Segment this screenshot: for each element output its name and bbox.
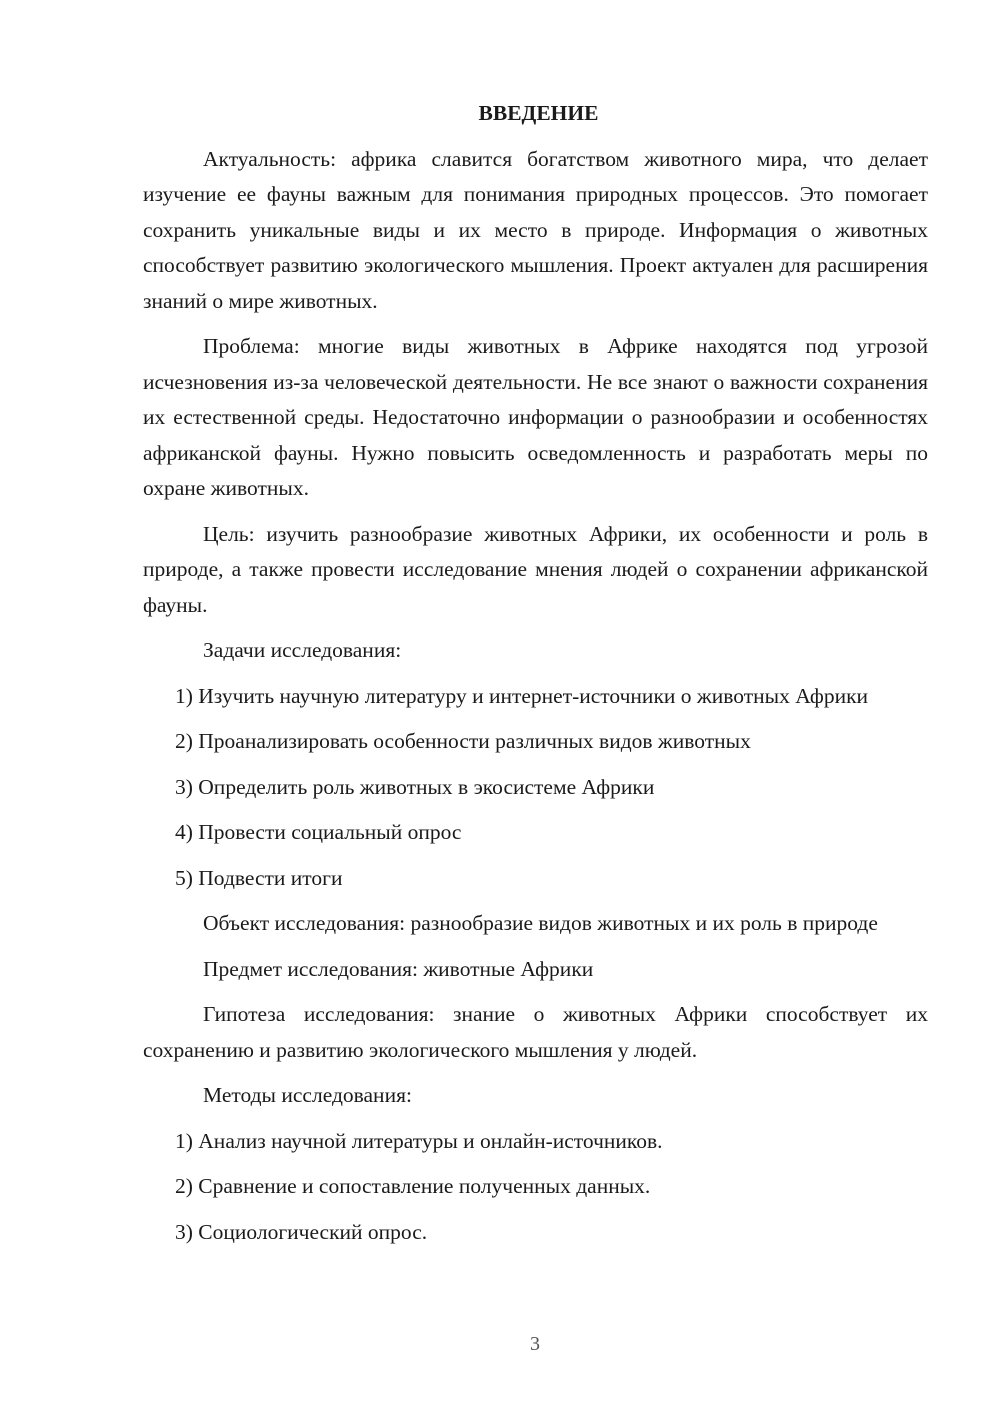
method-item-1: 1) Анализ научной литературы и онлайн-источников. — [175, 1128, 663, 1153]
hypothesis-paragraph: Гипотеза исследования: знание о животных Африки способствует их сохранению и развитию экологического мышления у людей. — [143, 1002, 928, 1062]
object-paragraph: Объект исследования: разнообразие видов животных и их роль в природе — [203, 911, 878, 935]
page-number: 3 — [530, 1333, 540, 1355]
goal-paragraph: Цель: изучить разнообразие животных Африки, их особенности и роль в природе, а также провести исследование мнения людей о сохранении африканской фауны. — [143, 521, 928, 617]
problem-paragraph: Проблема: многие виды животных в Африке находятся под угрозой исчезновения из-за человеческой деятельности. Не все знают о важности сохранения их естественной среды. Недостаточно информации о разнообразии и особенностях африканской фауны. Нужно повысить осведомленность и разработать меры по охране животных. — [143, 334, 928, 500]
methods-heading: Методы исследования: — [203, 1083, 412, 1107]
task-item-4: 4) Провести социальный опрос — [175, 820, 462, 844]
document-page — [143, 96, 928, 1260]
subject-paragraph: Предмет исследования: животные Африки — [203, 956, 594, 981]
relevance-paragraph: Актуальность: африка славится богатством животного мира, что делает изучение ее фауны важным для понимания природных процессов. Это помогает сохранить уникальные виды и их место в природе. Информация о животных способствует развитию экологического мышления. Проект актуален для расширения знаний о мире животных. — [143, 146, 928, 313]
task-item-3: 3) Определить роль животных в экосистеме Африки — [175, 774, 655, 799]
task-item-1: 1) Изучить научную литературу и интернет-источники о животных Африки — [175, 683, 869, 708]
task-item-5: 5) Подвести итоги — [175, 865, 343, 890]
method-item-3: 3) Социологический опрос. — [175, 1219, 428, 1244]
method-item-2: 2) Сравнение и сопоставление полученных данных. — [175, 1174, 651, 1198]
page-title: ВВЕДЕНИЕ — [478, 101, 599, 125]
tasks-heading: Задачи исследования: — [203, 638, 402, 662]
task-item-2: 2) Проанализировать особенности различных видов животных — [175, 729, 751, 753]
